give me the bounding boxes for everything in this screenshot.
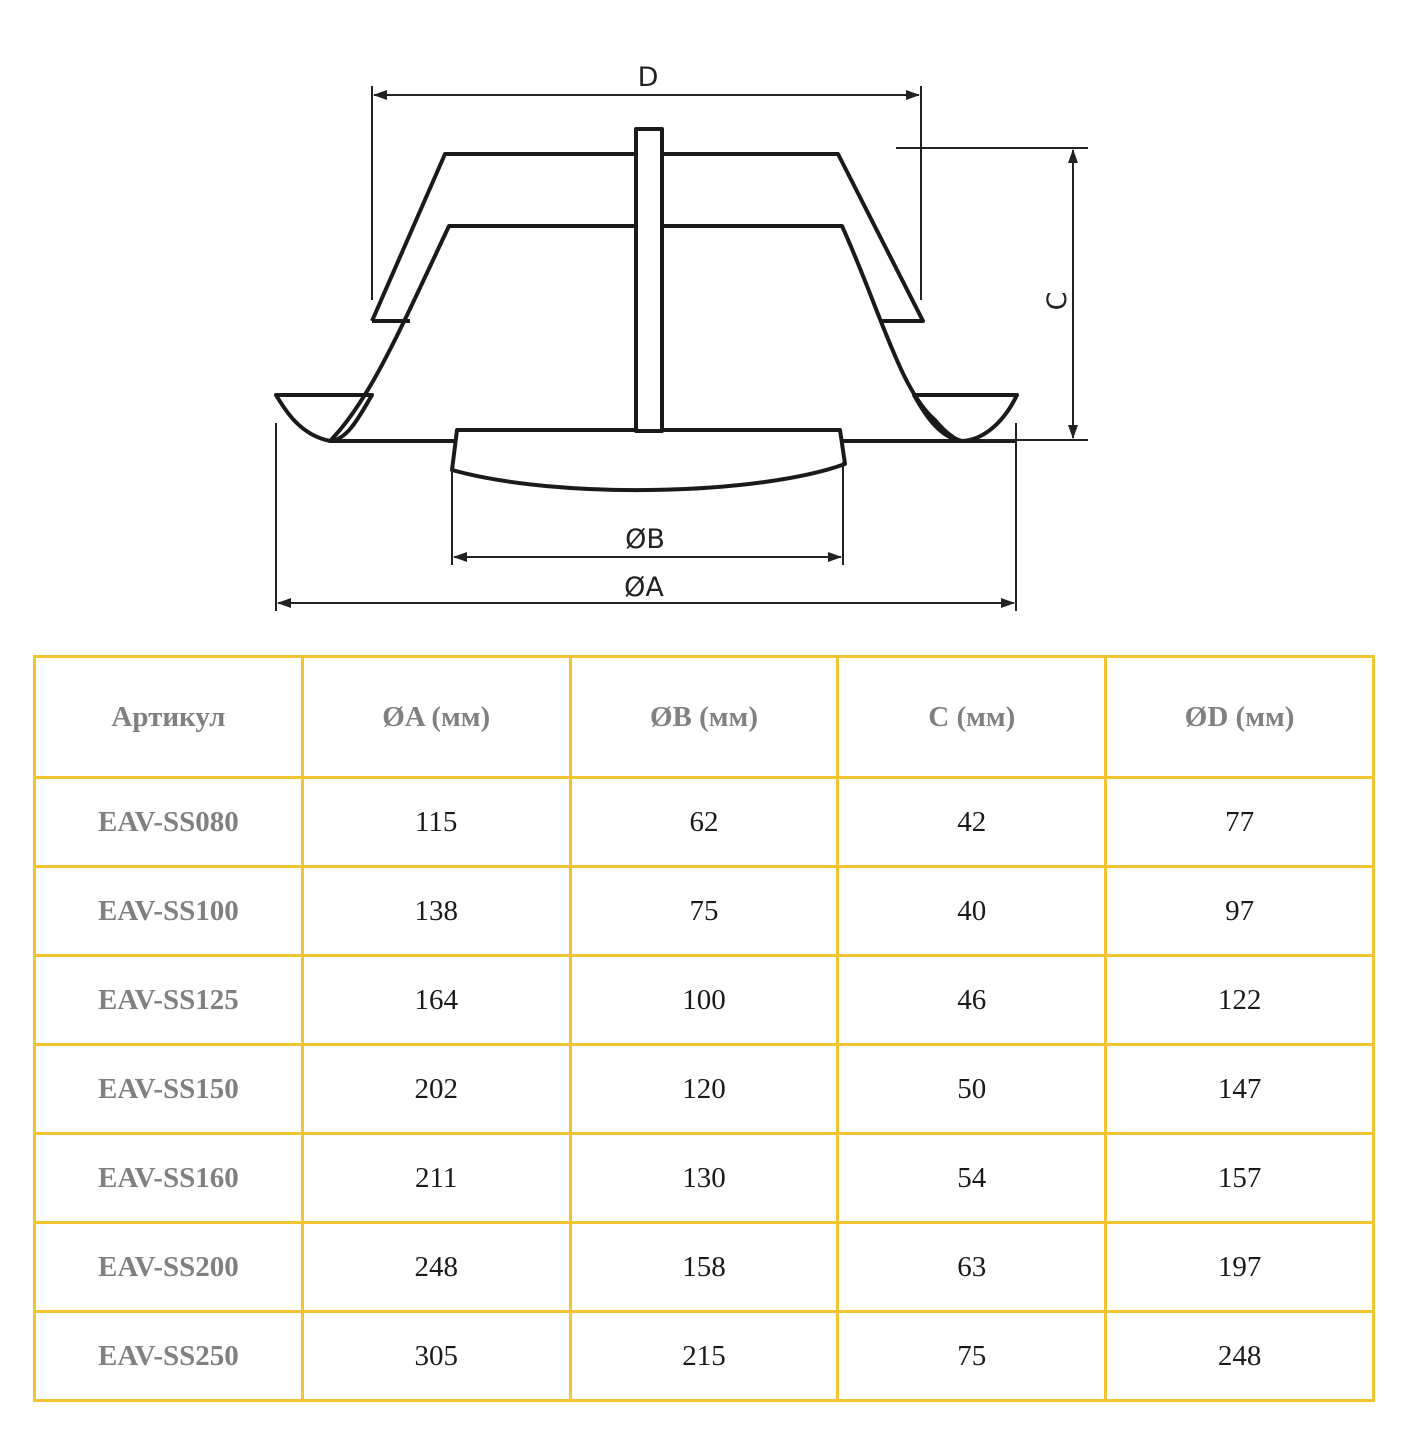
- header-height-c: C (мм): [838, 657, 1106, 778]
- dim-c-label: C: [1042, 291, 1073, 311]
- valve-outline: [276, 129, 1017, 490]
- cell-a: 138: [302, 867, 570, 956]
- header-article: Артикул: [35, 657, 303, 778]
- cell-d: 77: [1106, 778, 1374, 867]
- cell-b: 75: [570, 867, 838, 956]
- cell-article: EAV-SS125: [35, 956, 303, 1045]
- cell-a: 211: [302, 1134, 570, 1223]
- cell-a: 115: [302, 778, 570, 867]
- table-row: [35, 1223, 1374, 1312]
- cell-a: 164: [302, 956, 570, 1045]
- cell-d: 248: [1106, 1312, 1374, 1401]
- cell-a: 305: [302, 1312, 570, 1401]
- table-row: [35, 867, 1374, 956]
- valve-right-flange: [914, 395, 1017, 441]
- header-diameter-a: ØA (мм): [302, 657, 570, 778]
- cell-article: EAV-SS160: [35, 1134, 303, 1223]
- cell-article: EAV-SS100: [35, 867, 303, 956]
- cell-c: 50: [838, 1045, 1106, 1134]
- table-row: [35, 778, 1374, 867]
- dimensions-table: [33, 655, 1375, 1402]
- cell-c: 42: [838, 778, 1106, 867]
- cell-d: 97: [1106, 867, 1374, 956]
- cell-d: 122: [1106, 956, 1374, 1045]
- table-row: [35, 1045, 1374, 1134]
- dim-d-label: D: [637, 62, 659, 93]
- cell-b: 62: [570, 778, 838, 867]
- cell-b: 100: [570, 956, 838, 1045]
- cell-c: 54: [838, 1134, 1106, 1223]
- table-row: [35, 1312, 1374, 1401]
- table-row: [35, 956, 1374, 1045]
- cell-article: EAV-SS150: [35, 1045, 303, 1134]
- cell-c: 63: [838, 1223, 1106, 1312]
- cell-d: 157: [1106, 1134, 1374, 1223]
- cell-article: EAV-SS250: [35, 1312, 303, 1401]
- header-diameter-d: ØD (мм): [1106, 657, 1374, 778]
- cell-d: 197: [1106, 1223, 1374, 1312]
- dimension-lines: [276, 86, 1088, 611]
- valve-left-flange: [276, 395, 372, 441]
- cell-a: 248: [302, 1223, 570, 1312]
- dim-a-label: ØA: [624, 572, 664, 603]
- valve-spindle: [636, 129, 662, 431]
- table-header-row: [35, 657, 1374, 778]
- table-row: [35, 1134, 1374, 1223]
- valve-disc: [452, 430, 845, 490]
- header-diameter-b: ØB (мм): [570, 657, 838, 778]
- valve-dimension-drawing: [0, 0, 1413, 650]
- cell-a: 202: [302, 1045, 570, 1134]
- cell-b: 215: [570, 1312, 838, 1401]
- cell-article: EAV-SS200: [35, 1223, 303, 1312]
- cell-article: EAV-SS080: [35, 778, 303, 867]
- cell-d: 147: [1106, 1045, 1374, 1134]
- cell-c: 75: [838, 1312, 1106, 1401]
- cell-b: 130: [570, 1134, 838, 1223]
- dim-b-label: ØB: [625, 524, 665, 555]
- table-body: [35, 778, 1374, 1401]
- cell-c: 40: [838, 867, 1106, 956]
- cell-b: 158: [570, 1223, 838, 1312]
- cell-b: 120: [570, 1045, 838, 1134]
- cell-c: 46: [838, 956, 1106, 1045]
